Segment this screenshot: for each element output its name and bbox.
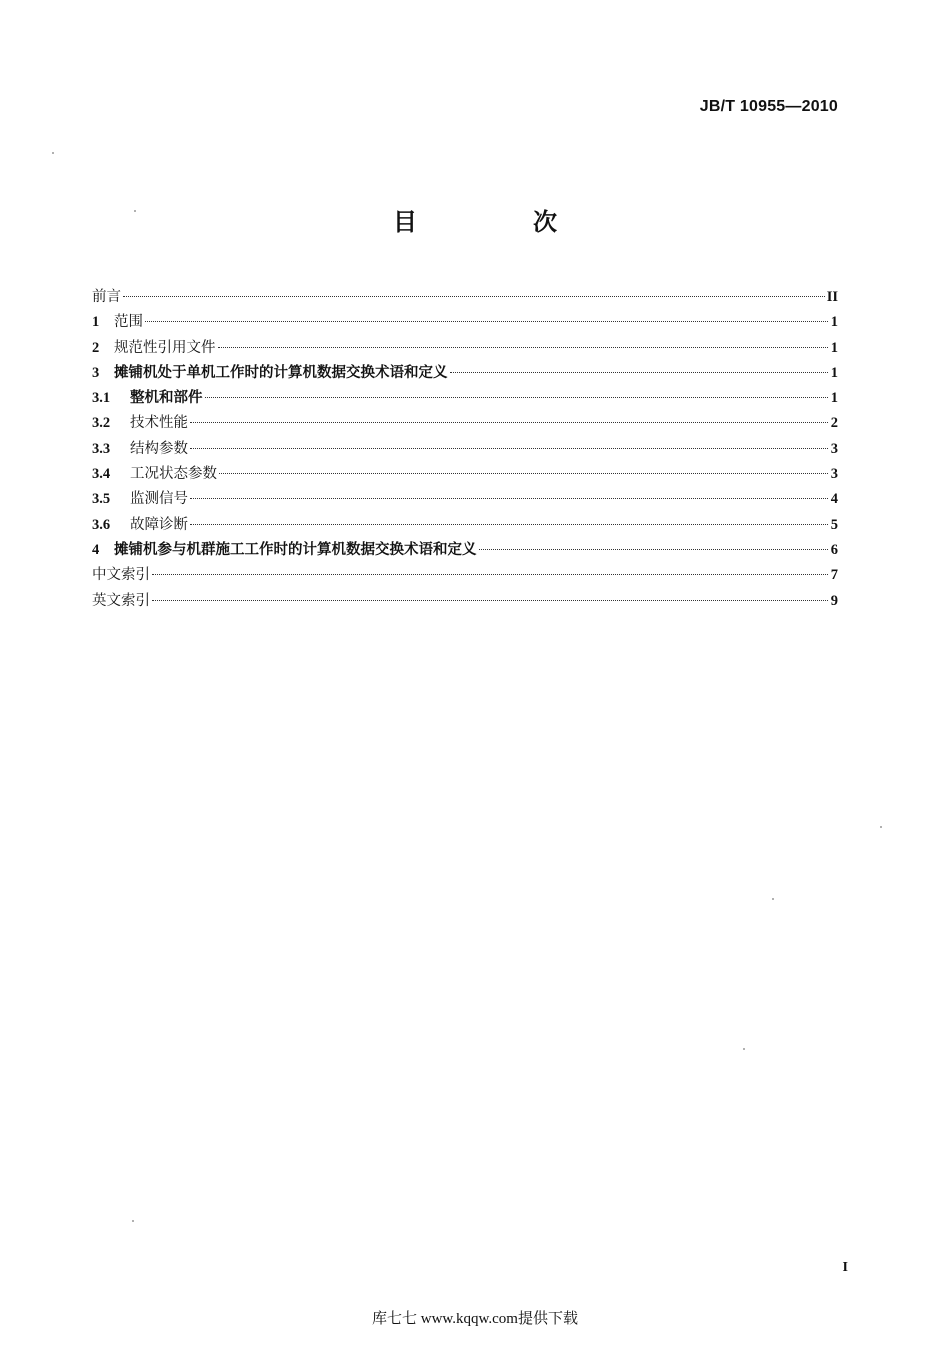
toc-entry-label: 中文索引 (92, 567, 150, 584)
toc-entry-3-4[interactable] (92, 462, 838, 487)
scan-speck (134, 210, 136, 212)
standard-number: JB/T 10955—2010 (699, 98, 838, 115)
toc-entry-3-3[interactable] (92, 437, 838, 462)
toc-entry-label: 摊铺机处于单机工作时的计算机数据交换术语和定义 (114, 363, 448, 381)
toc-entry-3-6[interactable] (92, 513, 838, 538)
toc-entry-page: 3 (830, 440, 838, 457)
dot-leader (205, 397, 829, 398)
dot-leader (190, 498, 828, 499)
dot-leader (152, 600, 828, 601)
toc-entry-page: 1 (830, 339, 838, 356)
toc-entry-3-2[interactable] (92, 411, 838, 436)
toc-entry-label: 结构参数 (130, 440, 188, 457)
toc-entry-4[interactable] (92, 538, 838, 563)
toc-entry-number: 3.4 (92, 466, 111, 483)
dot-leader (190, 448, 828, 449)
dot-leader (219, 473, 828, 474)
scan-speck (772, 898, 774, 900)
dot-leader (152, 574, 828, 575)
toc-entry-number: 4 (92, 541, 100, 558)
toc-entry-label: 整机和部件 (130, 389, 203, 407)
toc-entry-number: 3.5 (92, 491, 111, 508)
toc-entry-label: 故障诊断 (130, 516, 188, 533)
toc-entry-page: 1 (830, 364, 838, 381)
table-of-contents (92, 285, 838, 614)
toc-entry-1[interactable] (92, 310, 838, 335)
toc-entry-number: 3 (92, 364, 100, 381)
toc-entry-3[interactable] (92, 361, 838, 386)
toc-entry-page: 1 (830, 314, 838, 331)
dot-leader (190, 524, 828, 525)
scan-speck (880, 826, 882, 828)
dot-leader (479, 549, 829, 550)
toc-entry-label: 英文索引 (92, 592, 150, 609)
dot-leader (123, 296, 825, 297)
toc-entry-page: 7 (830, 567, 838, 584)
toc-entry-page: 5 (830, 516, 838, 533)
toc-entry-label: 技术性能 (130, 415, 188, 432)
toc-entry-chinese-index[interactable] (92, 563, 838, 588)
toc-entry-label: 规范性引用文件 (114, 339, 216, 356)
toc-entry-2[interactable] (92, 336, 838, 361)
toc-entry-page: 9 (830, 592, 838, 609)
dot-leader (190, 422, 828, 423)
toc-entry-number: 2 (92, 339, 100, 356)
toc-entry-foreword[interactable] (92, 285, 838, 310)
scan-speck (132, 1220, 134, 1222)
toc-entry-number: 3.3 (92, 440, 111, 457)
page-number: I (842, 1260, 848, 1275)
toc-entry-3-5[interactable] (92, 487, 838, 512)
toc-entry-label: 监测信号 (130, 491, 188, 508)
toc-entry-page: 1 (830, 390, 838, 407)
dot-leader (218, 347, 829, 348)
scan-speck (52, 152, 54, 154)
dot-leader (145, 321, 828, 322)
toc-entry-label: 摊铺机参与机群施工工作时的计算机数据交换术语和定义 (114, 540, 477, 558)
toc-entry-page: 6 (830, 541, 838, 558)
toc-entry-number: 3.1 (92, 390, 111, 407)
toc-entry-number: 3.6 (92, 516, 111, 533)
toc-entry-page: II (826, 289, 838, 305)
toc-entry-number: 3.2 (92, 415, 111, 432)
toc-entry-label: 工况状态参数 (130, 466, 217, 483)
toc-entry-3-1[interactable] (92, 386, 838, 411)
dot-leader (450, 372, 829, 373)
toc-entry-page: 2 (830, 415, 838, 432)
scan-speck (743, 1048, 745, 1050)
download-credit: 库七七 www.kqqw.com提供下载 (372, 1311, 578, 1327)
toc-entry-english-index[interactable] (92, 589, 838, 614)
toc-entry-label: 范围 (114, 314, 143, 331)
toc-title: 目 次 (393, 207, 603, 236)
toc-entry-number: 1 (92, 314, 100, 331)
toc-entry-page: 3 (830, 466, 838, 483)
toc-entry-page: 4 (830, 491, 838, 508)
toc-entry-label: 前言 (92, 289, 121, 305)
